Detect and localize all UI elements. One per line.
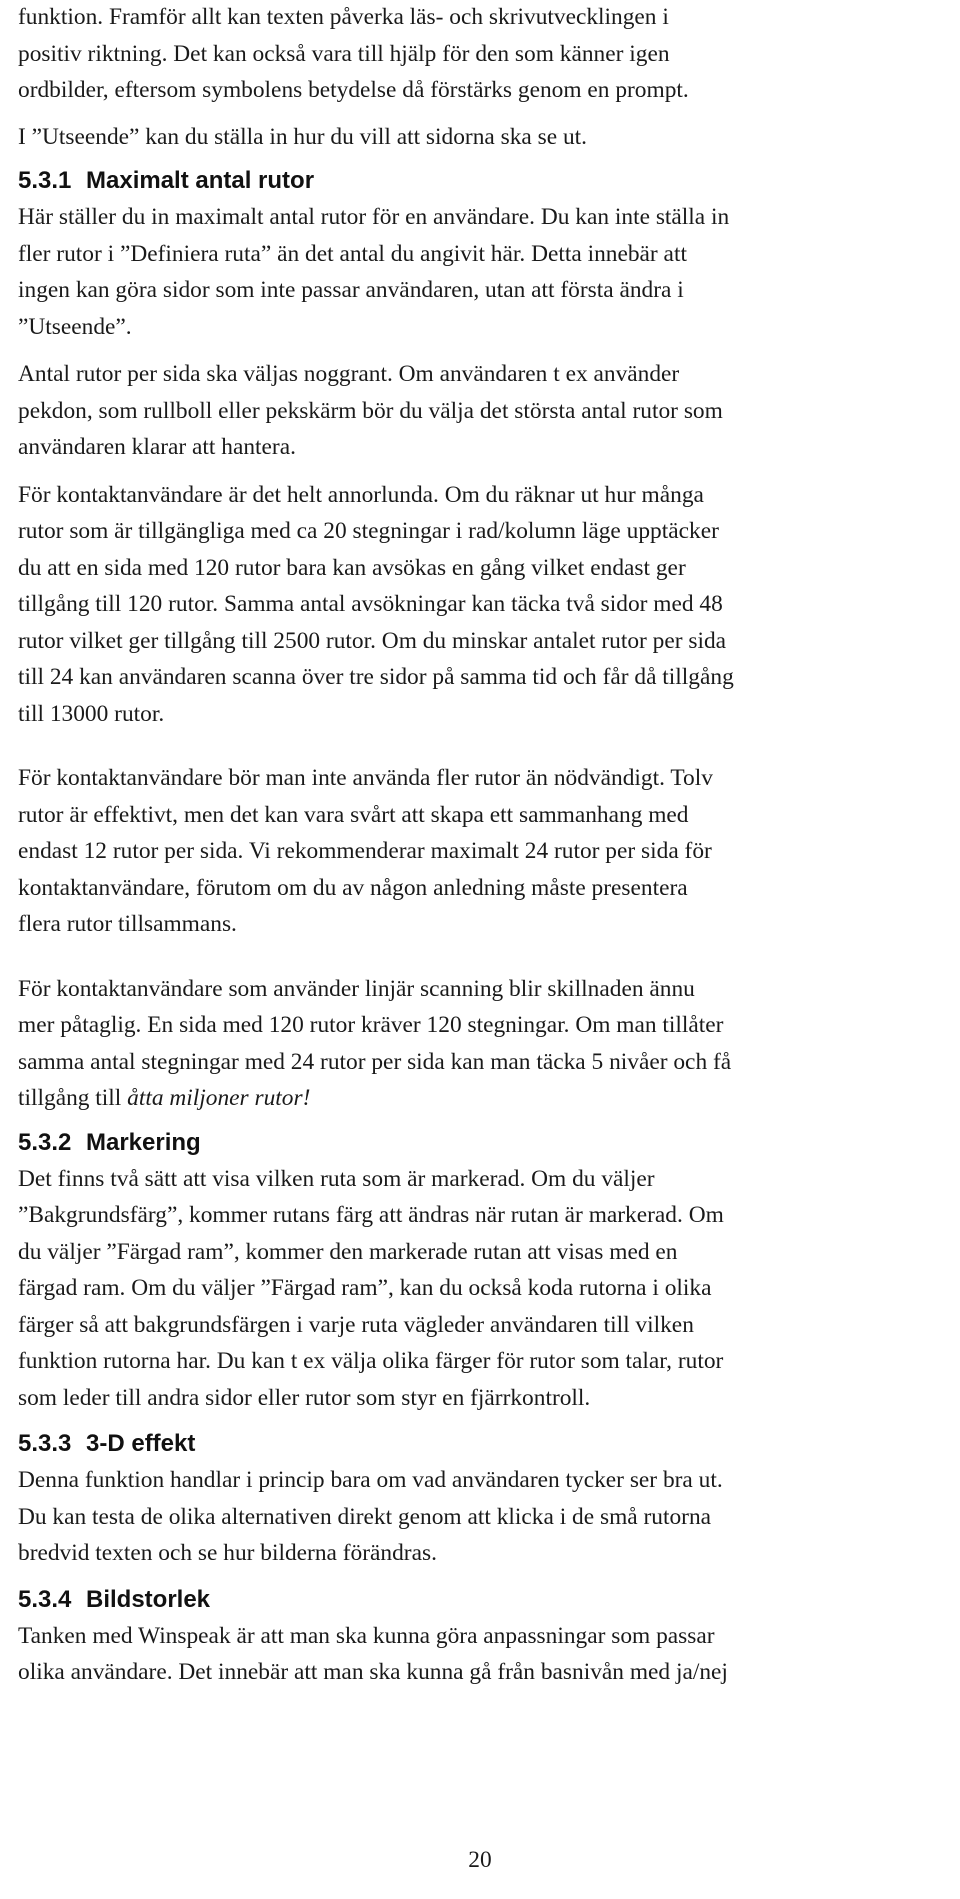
- section-heading: [18, 1426, 942, 1462]
- paragraph-text: För kontaktanvändare som använder linjär scanning blir skillnaden ännu mer påtaglig. En sida med 120 rutor kräver 120 stegningar. Om man tillåter samma antal stegningar med 24 rutor per sida kan man täcka 5 nivåer och få tillgång till: [18, 975, 732, 1111]
- section-number: 5.3.4: [18, 1585, 72, 1613]
- section-paragraph: Det finns två sätt att visa vilken ruta som är markerad. Om du väljer ”Bakgrundsfärg”, kommer rutans färg att ändras när rutan är markerad. Om du väljer ”Färgad ram”, kommer den markerade rutan att visas med en färgad ram. Om du väljer ”Färgad ram”, kan du också koda rutorna i olika färger så att bakgrundsfärgen i varje ruta vägleder användaren till vilken funktion rutorna har. Du kan t ex välja olika färger för rutor som talar, rutor som leder till andra sidor eller rutor som styr en fjärrkontroll.: [18, 1165, 724, 1411]
- section-5-3-4: [18, 1582, 942, 1691]
- section-title: Markering: [86, 1128, 201, 1156]
- section-title: Bildstorlek: [86, 1585, 211, 1613]
- section-5-3-1: [18, 163, 942, 1117]
- emphasized-text: åtta miljoner rutor!: [127, 1085, 311, 1111]
- section-heading: [18, 1582, 942, 1618]
- section-number: 5.3.1: [18, 167, 72, 194]
- section-heading: [18, 163, 942, 199]
- section-paragraph: Denna funktion handlar i princip bara om vad användaren tycker ser bra ut. Du kan testa de olika alternativen direkt genom att klicka i de små rutorna bredvid texten och se hur bilderna förändras.: [18, 1467, 723, 1566]
- intro-utseende-paragraph: I ”Utseende” kan du ställa in hur du vill att sidorna ska se ut.: [18, 123, 588, 150]
- page-number: 20: [468, 1847, 492, 1873]
- section-title: 3-D effekt: [86, 1430, 196, 1457]
- section-paragraph: Antal rutor per sida ska väljas noggrant. Om användaren t ex använder pekdon, som rullboll eller pekskärm bör du välja det största antal rutor som användaren klarar att hantera.: [18, 361, 723, 460]
- section-heading: [18, 1125, 942, 1161]
- section-number: 5.3.2: [18, 1128, 72, 1156]
- section-paragraph: [18, 971, 942, 1117]
- section-paragraph: Tanken med Winspeak är att man ska kunna göra anpassningar som passar olika användare. Det innebär att man ska kunna gå från basnivån med ja/nej: [18, 1622, 728, 1685]
- section-5-3-3: [18, 1426, 942, 1572]
- section-5-3-2: [18, 1125, 942, 1417]
- section-paragraph: För kontaktanvändare bör man inte använda fler rutor än nödvändigt. Tolv rutor är effektivt, men det kan vara svårt att skapa ett sammanhang med endast 12 rutor per sida. Vi rekommenderar maximalt 24 rutor per sida för kontaktanvändare, förutom om du av någon anledning måste presentera flera rutor tillsammans.: [18, 765, 713, 937]
- section-title: Maximalt antal rutor: [86, 167, 315, 194]
- section-paragraph: Här ställer du in maximalt antal rutor för en användare. Du kan inte ställa in fler rutor i ”Definiera ruta” än det antal du angivit här. Detta innebär att ingen kan göra sidor som inte passar användaren, utan att första ändra i ”Utseende”.: [18, 204, 730, 340]
- section-number: 5.3.3: [18, 1430, 72, 1457]
- section-paragraph: För kontaktanvändare är det helt annorlunda. Om du räknar ut hur många rutor som är tillgängliga med ca 20 stegningar i rad/kolumn läge upptäcker du att en sida med 120 rutor bara kan avsökas en gång vilket endast ger tillgång till 120 rutor. Samma antal avsökningar kan täcka två sidor med 48 rutor vilket ger tillgång till 2500 rutor. Om du minskar antalet rutor per sida till 24 kan användaren scanna över tre sidor på samma tid och får då tillgång till 13000 rutor.: [18, 481, 734, 727]
- intro-paragraph: funktion. Framför allt kan texten påverka läs- och skrivutvecklingen i positiv riktning. Det kan också vara till hjälp för den som känner igen ordbilder, eftersom symbolens betydelse då förstärks genom en prompt.: [18, 4, 689, 103]
